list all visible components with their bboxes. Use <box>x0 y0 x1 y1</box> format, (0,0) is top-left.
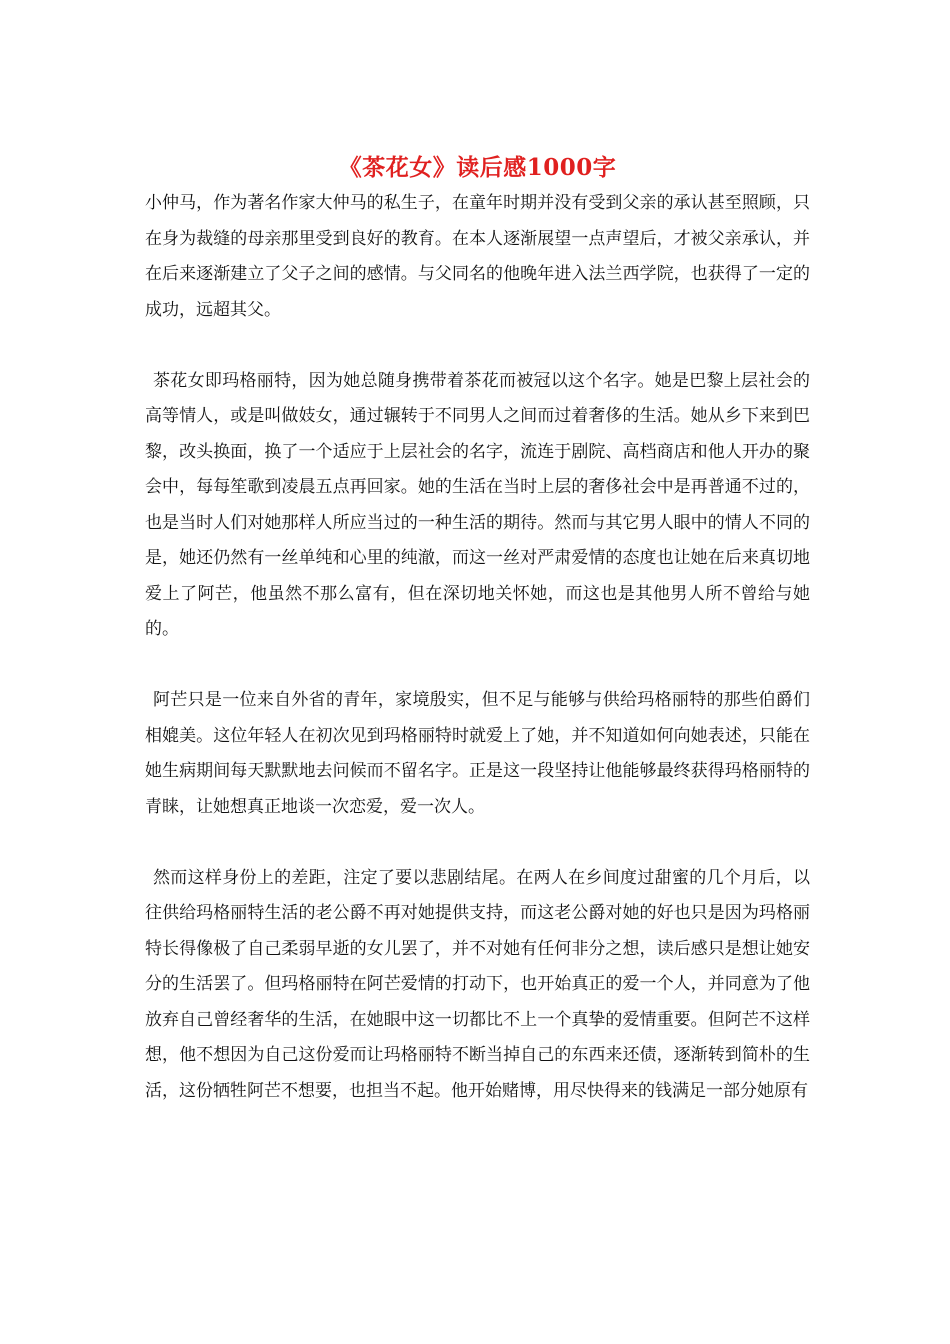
paragraph-4: 然而这样身份上的差距，注定了要以悲剧结尾。在两人在乡间度过甜蜜的几个月后，以往供给玛格丽特生活的老公爵不再对她提供支持，而这老公爵对她的好也只是因为玛格丽特长得像极了自己柔弱早逝的女儿罢了，并不对她有任何非分之想，读后感只是想让她安分的生活罢了。但玛格丽特在阿芒爱情的打动下，也开始真正的爱一个人，并同意为了他放弃自己曾经奢华的生活，在她眼中这一切都比不上一个真挚的爱情重要。但阿芒不这样想，他不想因为自己这份爱而让玛格丽特不断当掉自己的东西来还债，逐渐转到简朴的生活，这份牺牲阿芒不想要，也担当不起。他开始赌博，用尽快得来的钱满足一部分她原有 <box>145 867 810 1101</box>
paragraph-spacer <box>145 648 810 684</box>
paragraph-2: 茶花女即玛格丽特，因为她总随身携带着茶花而被冠以这个名字。她是巴黎上层社会的高等情人，或是叫做妓女，通过辗转于不同男人之间而过着奢侈的生活。她从乡下来到巴黎，改头换面，换了一个适应于上层社会的名字，流连于剧院、高档商店和他人开办的聚会中，每每笙歌到凌晨五点再回家。她的生活在当时上层的奢侈社会中是再普通不过的，也是当时人们对她那样人所应当过的一种生活的期待。然而与其它男人眼中的情人不同的是，她还仍然有一丝单纯和心里的纯澈，而这一丝对严肃爱情的态度也让她在后来真切地爱上了阿芒，他虽然不那么富有，但在深切地关怀她，而这也是其他男人所不曾给与她的。 <box>145 370 810 639</box>
document-content <box>145 150 810 1109</box>
paragraph-spacer <box>145 825 810 861</box>
paragraph-3: 阿芒只是一位来自外省的青年，家境殷实，但不足与能够与供给玛格丽特的那些伯爵们相媲美。这位年轻人在初次见到玛格丽特时就爱上了她，并不知道如何向她表述，只能在她生病期间每天默默地去问候而不留名字。正是这一段坚持让他能够最终获得玛格丽特的青睐，让她想真正地谈一次恋爱，爱一次人。 <box>145 690 810 817</box>
paragraph-1: 小仲马，作为著名作家大仲马的私生子，在童年时期并没有受到父亲的承认甚至照顾，只在身为裁缝的母亲那里受到良好的教育。在本人逐渐展望一点声望后，才被父亲承认，并在后来逐渐建立了父子之间的感情。与父同名的他晚年进入法兰西学院，也获得了一定的成功，远超其父。 <box>145 193 810 320</box>
document-title: 《茶花女》读后感1000字 <box>338 154 617 181</box>
paragraph-spacer <box>145 328 810 364</box>
